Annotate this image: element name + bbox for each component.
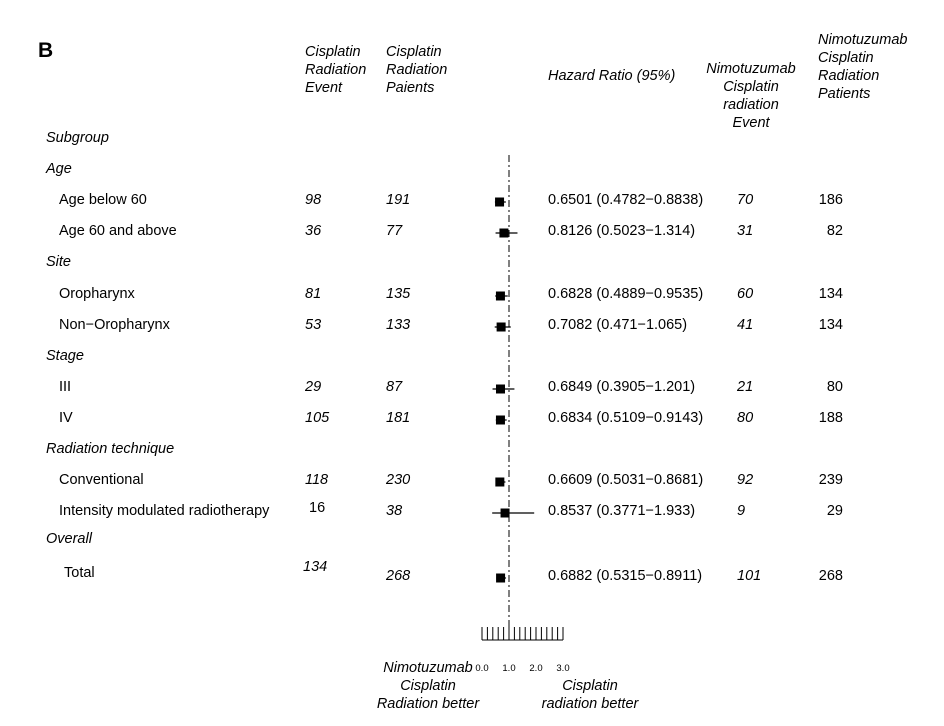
nimotuzumab-event-value: 31 <box>737 223 754 239</box>
cisplatin-patients-value: 38 <box>386 503 403 519</box>
cisplatin-event-value: 118 <box>305 472 329 488</box>
hazard-ratio-text: 0.8126 (0.5023−1.314) <box>548 223 696 239</box>
hazard-ratio-point <box>495 198 504 207</box>
header-line: Cisplatin <box>818 50 874 66</box>
nimotuzumab-patients-value: 80 <box>826 379 843 395</box>
x-tick-label: 2.0 <box>529 663 543 674</box>
hazard-ratio-point <box>499 229 508 238</box>
nimotuzumab-event-value: 41 <box>737 317 754 333</box>
nimotuzumab-patients-value: 134 <box>818 317 843 333</box>
header-line: Event <box>305 80 343 96</box>
nimotuzumab-patients-value: 134 <box>818 286 843 302</box>
cisplatin-event-value: 134 <box>303 559 328 575</box>
cisplatin-patients-value: 230 <box>386 472 411 488</box>
group-label: Site <box>46 254 71 270</box>
x-tick-label: 3.0 <box>556 663 570 674</box>
cisplatin-event-value: 81 <box>305 286 322 302</box>
nimotuzumab-event-value: 80 <box>737 410 754 426</box>
group-label: Age <box>46 161 72 177</box>
hazard-ratio-text: 0.8537 (0.3771−1.933) <box>548 503 696 519</box>
header-line: Paients <box>386 80 435 96</box>
footer-left-label <box>368 659 488 713</box>
cisplatin-event-value: 105 <box>305 410 330 426</box>
subgroup-label: III <box>59 379 72 395</box>
header-line: Nimotuzumab <box>818 32 908 48</box>
header-line: Hazard Ratio (95%) <box>548 68 676 84</box>
cisplatin-event-value: 29 <box>305 379 322 395</box>
hazard-ratio-point <box>496 292 505 301</box>
header-line: Nimotuzumab <box>706 61 796 77</box>
cisplatin-patients-value: 181 <box>386 410 411 426</box>
header-line: Radiation <box>305 62 367 78</box>
nimotuzumab-event-value: 60 <box>737 286 754 302</box>
hazard-ratio-point <box>501 509 510 518</box>
hazard-ratio-point <box>496 574 505 583</box>
nimotuzumab-event-value: 92 <box>737 472 754 488</box>
hazard-ratio-point <box>496 416 505 425</box>
header-line: Radiation <box>386 62 448 78</box>
nimotuzumab-event-value: 9 <box>737 503 746 519</box>
group-label: Stage <box>46 348 84 364</box>
footer-line: Nimotuzumab <box>383 660 473 676</box>
hazard-ratio-text: 0.7082 (0.471−1.065) <box>548 317 688 333</box>
hazard-ratio-text: 0.6501 (0.4782−0.8838) <box>548 192 704 208</box>
footer-line: radiation better <box>541 696 639 712</box>
hazard-ratio-text: 0.6834 (0.5109−0.9143) <box>548 410 704 426</box>
subgroup-label: Intensity modulated radiotherapy <box>59 503 270 519</box>
header-line: Radiation <box>818 68 880 84</box>
subgroup-label: Oropharynx <box>59 286 135 302</box>
hazard-ratio-text: 0.6609 (0.5031−0.8681) <box>548 472 704 488</box>
nimotuzumab-event-value: 21 <box>737 379 754 395</box>
nimotuzumab-patients-value: 239 <box>818 472 843 488</box>
cisplatin-patients-value: 135 <box>386 286 411 302</box>
x-tick-label: 0.0 <box>475 663 489 674</box>
nimotuzumab-patients-value: 188 <box>818 410 843 426</box>
header-line: Cisplatin <box>723 79 779 95</box>
group-label: Radiation technique <box>46 441 175 457</box>
nimotuzumab-event-value: 70 <box>737 192 754 208</box>
footer-line: Radiation better <box>376 696 480 712</box>
hazard-ratio-point <box>496 385 505 394</box>
group-label: Overall <box>46 531 92 547</box>
cisplatin-patients-value: 87 <box>386 379 403 395</box>
subgroup-label: IV <box>59 410 73 426</box>
subgroup-label: Age below 60 <box>59 192 147 208</box>
hazard-ratio-text: 0.6828 (0.4889−0.9535) <box>548 286 704 302</box>
footer-line: Cisplatin <box>562 678 618 694</box>
nimotuzumab-patients-value: 186 <box>818 192 843 208</box>
panel-label: B <box>38 39 54 62</box>
subgroup-label: Age 60 and above <box>59 223 177 239</box>
cisplatin-patients-value: 77 <box>386 223 403 239</box>
header-line: Cisplatin <box>305 44 361 60</box>
cisplatin-event-value: 16 <box>309 500 326 516</box>
nimotuzumab-patients-value: 268 <box>818 568 843 584</box>
nimotuzumab-patients-value: 29 <box>826 503 843 519</box>
subgroup-label: Non−Oropharynx <box>59 317 170 333</box>
subgroup-label: Total <box>64 565 95 581</box>
header-line: Patients <box>818 86 871 102</box>
cisplatin-patients-value: 133 <box>386 317 411 333</box>
cisplatin-patients-value: 191 <box>386 192 411 208</box>
hazard-ratio-text: 0.6849 (0.3905−1.201) <box>548 379 696 395</box>
cisplatin-event-value: 36 <box>305 223 322 239</box>
header-line: Event <box>732 115 770 131</box>
nimotuzumab-event-value: 101 <box>737 568 762 584</box>
header-line: radiation <box>723 97 779 113</box>
cisplatin-event-value: 98 <box>305 192 322 208</box>
nimotuzumab-patients-value: 82 <box>826 223 843 239</box>
hazard-ratio-point <box>495 478 504 487</box>
x-tick-label: 1.0 <box>502 663 516 674</box>
group-label: Subgroup <box>46 130 109 146</box>
hazard-ratio-text: 0.6882 (0.5315−0.8911) <box>548 568 703 584</box>
cisplatin-event-value: 53 <box>305 317 322 333</box>
footer-line: Cisplatin <box>400 678 456 694</box>
subgroup-label: Conventional <box>59 472 144 488</box>
cisplatin-patients-value: 268 <box>386 568 411 584</box>
footer-right-label <box>530 677 650 713</box>
header-line: Cisplatin <box>386 44 442 60</box>
hazard-ratio-point <box>497 323 506 332</box>
